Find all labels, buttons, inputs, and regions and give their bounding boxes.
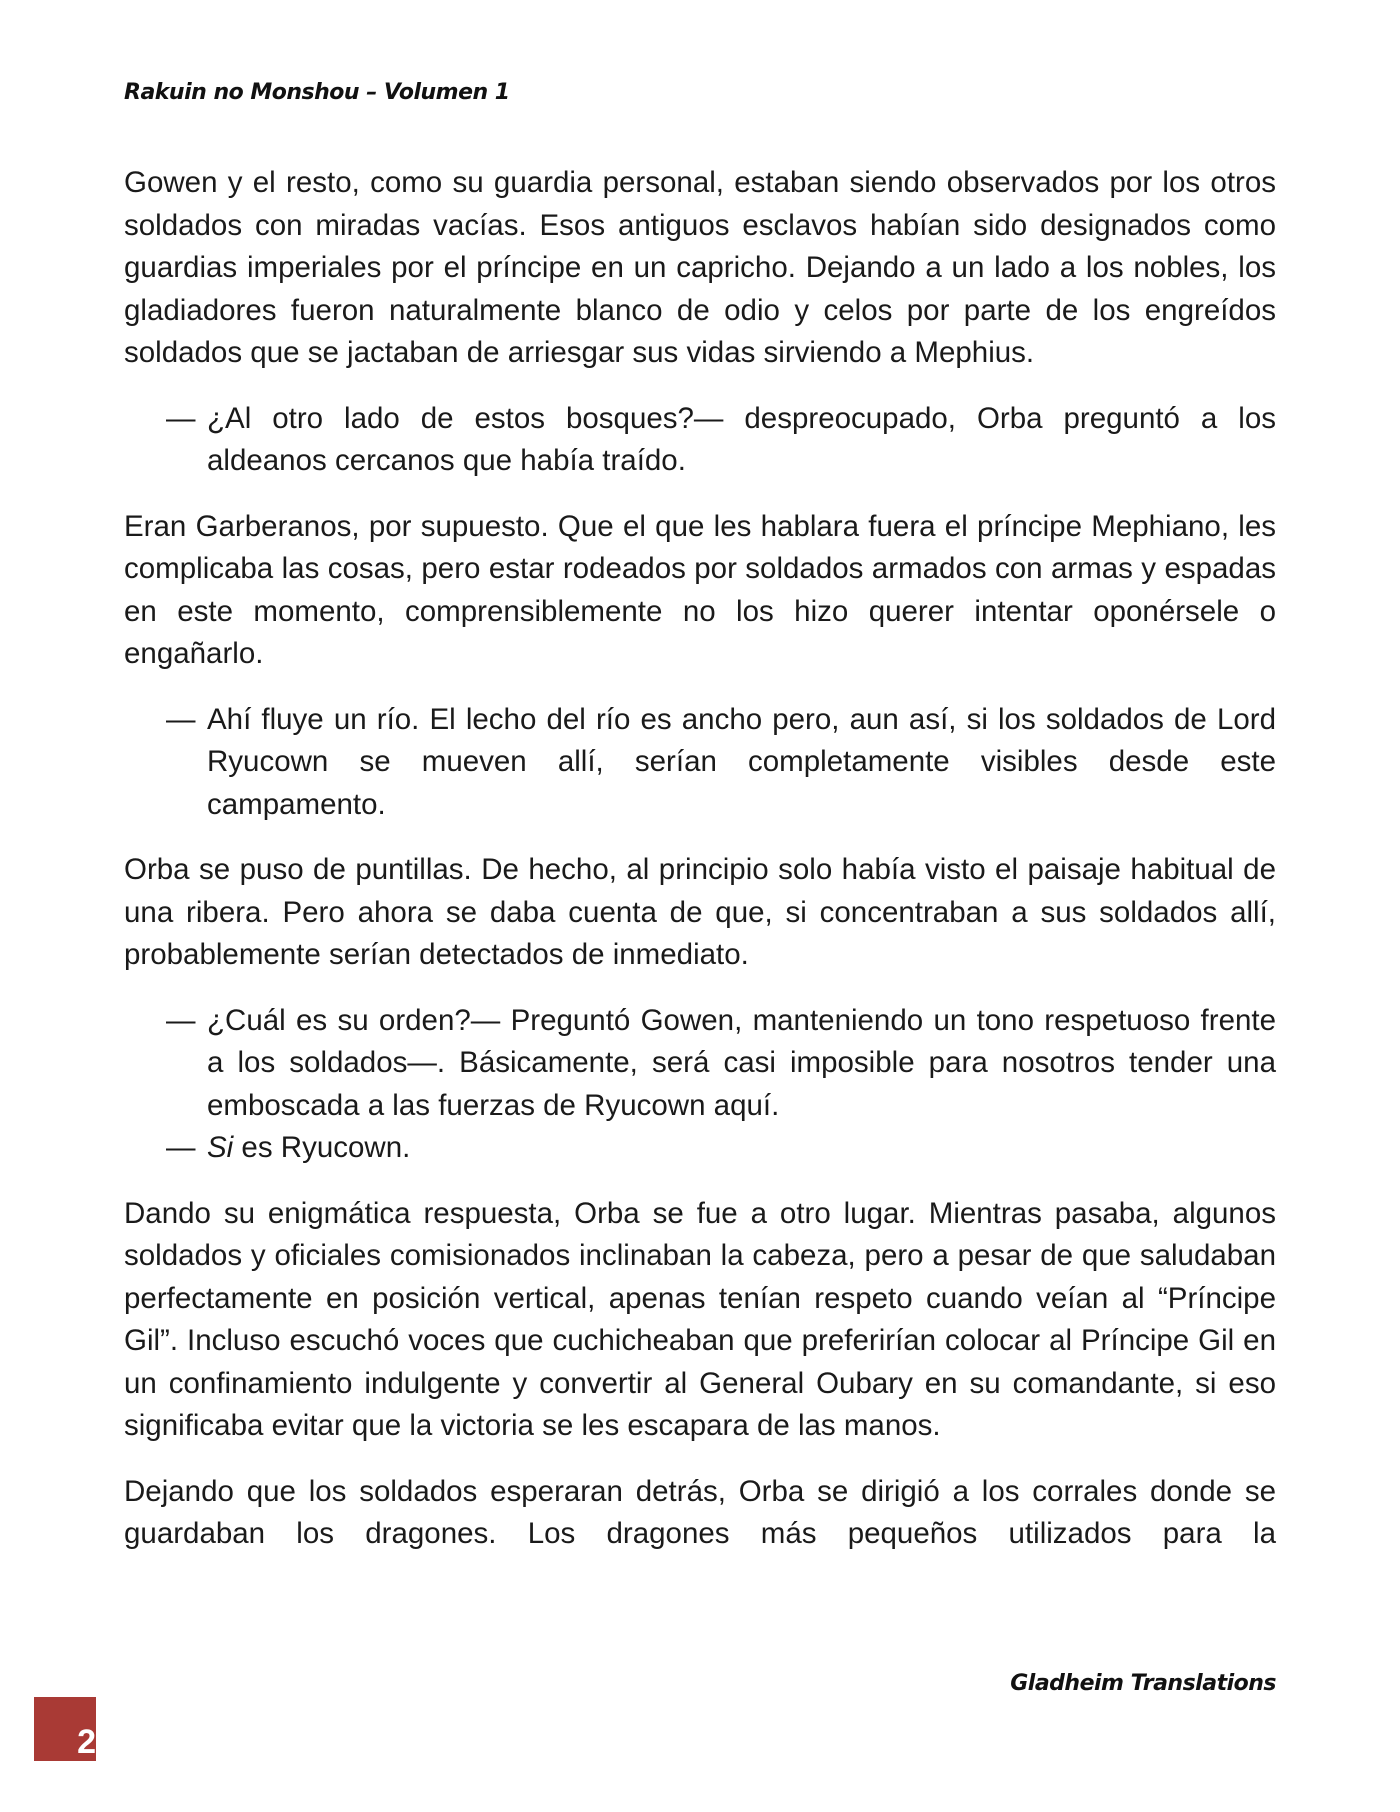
dialogue-line — [166, 1127, 1276, 1170]
paragraph-2: Eran Garberanos, por supuesto. Que el que les hablara fuera el príncipe Mephiano, les complicaba las cosas, pero estar rodeados por soldados armados con armas y espadas en este momento, comprensiblemente no los hizo querer intentar oponérsele o engañarlo. — [124, 509, 1276, 670]
dialogue-dash: — — [166, 702, 196, 736]
dialogue-text: Ahí fluye un río. El lecho del río es ancho pero, aun así, si los soldados de Lord Ryucown se mueven allí, serían completamente visibles desde este campamento. — [207, 702, 1276, 821]
dialogue-text: es Ryucown. — [233, 1131, 411, 1164]
dialogue-group-3 — [124, 1000, 1276, 1170]
translator-credit: Gladheim Translations — [1010, 1671, 1276, 1696]
dialogue-dash: — — [166, 401, 196, 435]
dialogue-line — [166, 699, 1276, 827]
dialogue-text: ¿Cuál es su orden?— Preguntó Gowen, manteniendo un tono respetuoso frente a los soldados—. Básicamente, será casi imposible para nosotros tender una emboscada a las fuerzas de Ryucown aquí. — [207, 1003, 1276, 1122]
page-number: 2 — [77, 1723, 96, 1761]
paragraph-5: Dejando que los soldados esperaran detrás, Orba se dirigió a los corrales donde se guardaban los dragones. Los dragones más pequeños utilizados para la — [124, 1474, 1276, 1550]
page-number-underline — [34, 1761, 96, 1764]
paragraph-3: Orba se puso de puntillas. De hecho, al principio solo había visto el paisaje habitual de una ribera. Pero ahora se daba cuenta de que, si concentraban a sus soldados allí, probablemente serían detectados de inmediato. — [124, 853, 1276, 971]
page-number-badge — [34, 1697, 96, 1763]
paragraph-4: Dando su enigmática respuesta, Orba se fue a otro lugar. Mientras pasaba, algunos soldados y oficiales comisionados inclinaban la cabeza, pero a pesar de que saludaban perfectamente en posición vertical, apenas tenían respeto cuando veían al “Príncipe Gil”. Incluso escuchó voces que cuchicheaban que preferirían colocar al Príncipe Gil en un confinamiento indulgente y convertir al General Oubary en su comandante, si eso significaba evitar que la victoria se les escapara de las manos. — [124, 1196, 1276, 1442]
dialogue-dash: — — [166, 1003, 196, 1037]
dialogue-text: ¿Al otro lado de estos bosques?— despreocupado, Orba preguntó a los aldeanos cercanos que había traído. — [207, 401, 1276, 477]
dialogue-line — [166, 1000, 1276, 1128]
running-header: Rakuin no Monshou – Volumen 1 — [124, 80, 510, 105]
dialogue-line — [166, 398, 1276, 483]
emphasis-text: Si — [207, 1131, 234, 1164]
dialogue-group-1 — [124, 398, 1276, 483]
dialogue-group-2 — [124, 699, 1276, 827]
page-body — [124, 162, 1276, 1579]
paragraph-1: Gowen y el resto, como su guardia personal, estaban siendo observados por los otros soldados con miradas vacías. Esos antiguos esclavos habían sido designados como guardias imperiales por el príncipe en un capricho. Dejando a un lado a los nobles, los gladiadores fueron naturalmente blanco de odio y celos por parte de los engreídos soldados que se jactaban de arriesgar sus vidas sirviendo a Mephius. — [124, 166, 1276, 369]
dialogue-dash: — — [166, 1131, 196, 1164]
